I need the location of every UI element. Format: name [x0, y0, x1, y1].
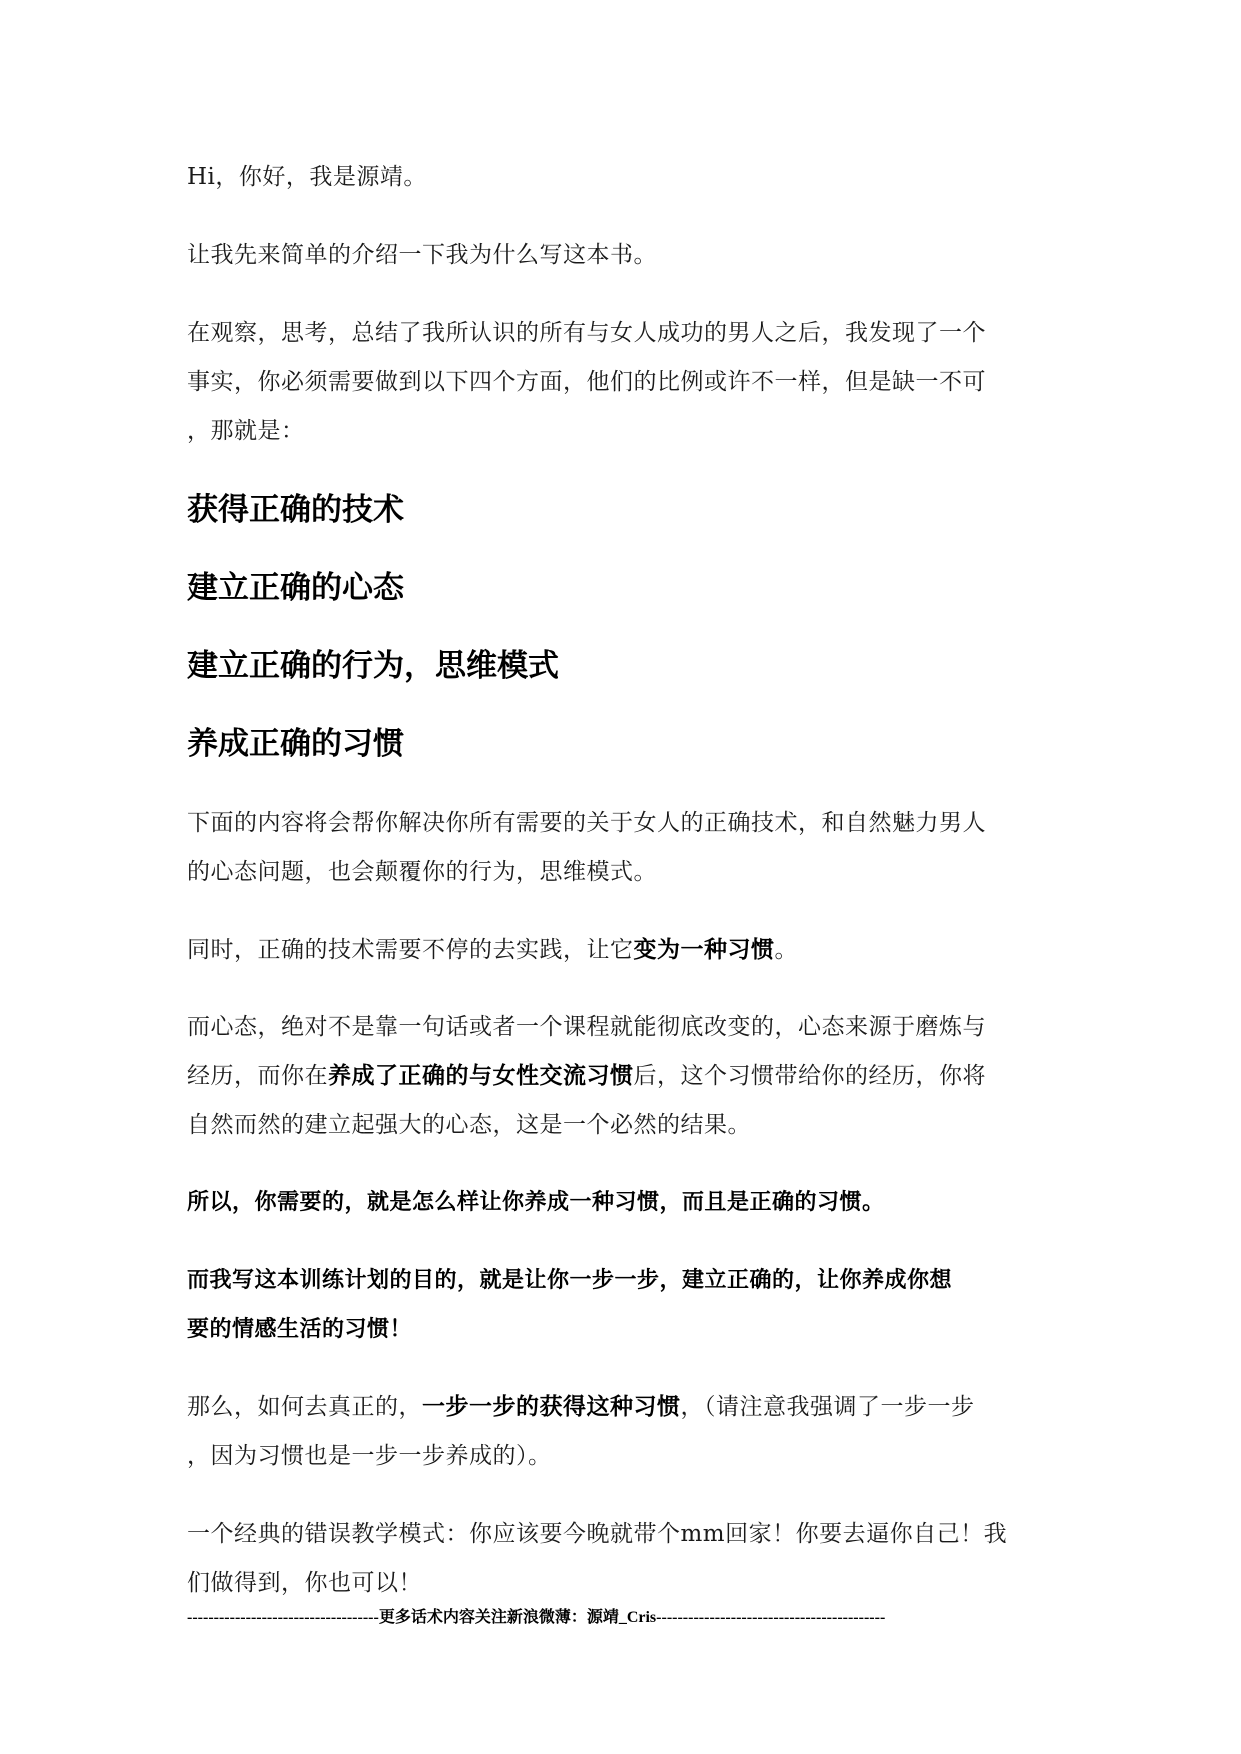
- practice-suffix: 。: [774, 937, 798, 963]
- purpose-paragraph: [187, 1256, 1037, 1354]
- observation-paragraph: [187, 309, 1037, 456]
- content-line: 下面的内容将会帮你解决你所有需要的关于女人的正确技术，和自然魅力男人: [187, 810, 986, 836]
- greeting-paragraph: [187, 153, 1037, 202]
- observation-line: ，那就是：: [187, 418, 305, 444]
- how-line1-suffix: ，（请注意我强调了一步一步: [680, 1394, 975, 1420]
- practice-bold: 变为一种习惯: [633, 937, 775, 963]
- heading-habit: 养成正确的习惯: [187, 726, 404, 762]
- heading-behavior: 建立正确的行为，思维模式: [187, 648, 559, 684]
- intro-paragraph: [187, 231, 1037, 280]
- heading-technique: 获得正确的技术: [187, 492, 404, 528]
- how-line1-prefix: 那么，如何去真正的，: [187, 1394, 422, 1420]
- practice-paragraph: [187, 926, 1037, 975]
- so-paragraph: [187, 1178, 1037, 1227]
- how-line1-bold: 一步一步的获得这种习惯: [422, 1394, 681, 1420]
- content-paragraph: [187, 799, 1037, 897]
- purpose-line: 要的情感生活的习惯！: [187, 1317, 413, 1342]
- how-paragraph: [187, 1383, 1037, 1481]
- so-text: 所以，你需要的，就是怎么样让你养成一种习惯，而且是正确的习惯。: [187, 1190, 885, 1215]
- footer-text: 更多话术内容关注新浪微薄：源靖_Cris: [378, 1609, 657, 1626]
- footer-dashes-right: -------------------------------------------: [656, 1609, 886, 1626]
- mindset-line: 而心态，绝对不是靠一句话或者一个课程就能彻底改变的，心态来源于磨炼与: [187, 1014, 986, 1040]
- how-line: ，因为习惯也是一步一步养成的）。: [187, 1443, 552, 1469]
- footer-dashes-left: ------------------------------------: [187, 1609, 379, 1626]
- observation-line: 事实，你必须需要做到以下四个方面，他们的比例或许不一样，但是缺一不可: [187, 369, 986, 395]
- practice-prefix: 同时，正确的技术需要不停的去实践，让它: [187, 937, 634, 963]
- mindset-line: 自然而然的建立起强大的心态，这是一个必然的结果。: [187, 1112, 751, 1138]
- intro-text: 让我先来简单的介绍一下我为什么写这本书。: [187, 242, 657, 268]
- page-footer: [187, 1607, 1037, 1629]
- classic-line: 们做得到，你也可以！: [187, 1570, 422, 1596]
- mindset-paragraph: [187, 1003, 1037, 1150]
- mindset-line: [187, 1052, 1037, 1101]
- mindset-line2-suffix: 后，这个习惯带给你的经历，你将: [633, 1063, 986, 1089]
- observation-line: 在观察，思考，总结了我所认识的所有与女人成功的男人之后，我发现了一个: [187, 320, 986, 346]
- mindset-line2-prefix: 经历，而你在: [187, 1063, 328, 1089]
- mindset-line2-bold: 养成了正确的与女性交流习惯: [328, 1063, 634, 1089]
- heading-mindset: 建立正确的心态: [187, 570, 404, 606]
- classic-paragraph: [187, 1510, 1037, 1608]
- content-line: 的心态问题，也会颠覆你的行为，思维模式。: [187, 859, 657, 885]
- classic-line: 一个经典的错误教学模式：你应该要今晚就带个mm回家！你要去逼你自己！我: [187, 1521, 1008, 1547]
- greeting-text: Hi，你好，我是源靖。: [187, 164, 427, 190]
- purpose-line: 而我写这本训练计划的目的，就是让你一步一步，建立正确的，让你养成你想: [187, 1268, 953, 1293]
- how-line: [187, 1383, 1037, 1432]
